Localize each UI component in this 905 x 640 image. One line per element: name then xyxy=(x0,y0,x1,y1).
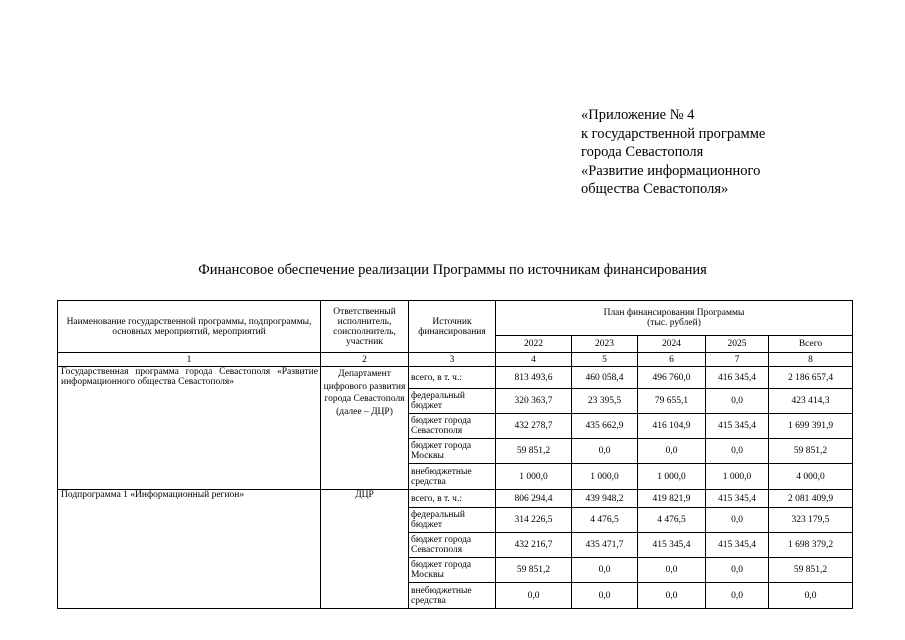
subprogram-executor: ДЦР xyxy=(321,490,409,609)
value-cell: 415 345,4 xyxy=(706,414,769,439)
value-cell: 806 294,4 xyxy=(496,490,572,508)
col-number: 2 xyxy=(321,353,409,367)
total-cell: 423 414,3 xyxy=(769,389,853,414)
document-title: Финансовое обеспечение реализации Программы по источникам финансирования xyxy=(198,262,707,278)
value-cell: 439 948,2 xyxy=(572,490,638,508)
appendix-line: общества Севастополя» xyxy=(581,181,729,197)
value-cell: 435 662,9 xyxy=(572,414,638,439)
value-cell: 79 655,1 xyxy=(638,389,706,414)
source-cell: бюджет города Севастополя xyxy=(409,414,496,439)
value-cell: 435 471,7 xyxy=(572,533,638,558)
header-year: 2023 xyxy=(572,336,638,353)
value-cell: 415 345,4 xyxy=(638,533,706,558)
header-executor: Ответственный исполнитель, соисполнитель, участник xyxy=(321,301,409,353)
value-cell: 0,0 xyxy=(638,439,706,464)
value-cell: 1 000,0 xyxy=(496,464,572,490)
appendix-line: «Приложение № 4 xyxy=(581,107,695,123)
total-cell: 2 186 657,4 xyxy=(769,367,853,389)
source-cell: федеральный бюджет xyxy=(409,389,496,414)
value-cell: 0,0 xyxy=(706,439,769,464)
value-cell: 320 363,7 xyxy=(496,389,572,414)
value-cell: 1 000,0 xyxy=(572,464,638,490)
value-cell: 59 851,2 xyxy=(496,558,572,583)
total-cell: 323 179,5 xyxy=(769,508,853,533)
value-cell: 1 000,0 xyxy=(638,464,706,490)
col-number: 1 xyxy=(58,353,321,367)
source-cell: внебюджетные средства xyxy=(409,464,496,490)
source-cell: бюджет города Севастополя xyxy=(409,533,496,558)
value-cell: 4 476,5 xyxy=(572,508,638,533)
appendix-line: к государственной программе xyxy=(581,125,766,142)
value-cell: 432 278,7 xyxy=(496,414,572,439)
source-cell: всего, в т. ч.: xyxy=(409,490,496,508)
value-cell: 0,0 xyxy=(638,583,706,609)
header-year: 2025 xyxy=(706,336,769,353)
financing-table xyxy=(57,300,853,609)
appendix-block xyxy=(581,106,765,199)
value-cell: 419 821,9 xyxy=(638,490,706,508)
value-cell: 23 395,5 xyxy=(572,389,638,414)
value-cell: 416 345,4 xyxy=(706,367,769,389)
value-cell: 0,0 xyxy=(706,583,769,609)
col-number: 6 xyxy=(638,353,706,367)
value-cell: 0,0 xyxy=(706,508,769,533)
col-number: 3 xyxy=(409,353,496,367)
total-cell: 1 698 379,2 xyxy=(769,533,853,558)
source-cell: бюджет города Москвы xyxy=(409,558,496,583)
value-cell: 0,0 xyxy=(572,558,638,583)
value-cell: 0,0 xyxy=(572,439,638,464)
header-source: Источник финансирования xyxy=(409,301,496,353)
col-number: 7 xyxy=(706,353,769,367)
value-cell: 460 058,4 xyxy=(572,367,638,389)
col-number: 5 xyxy=(572,353,638,367)
header-plan xyxy=(496,301,853,336)
value-cell: 416 104,9 xyxy=(638,414,706,439)
value-cell: 0,0 xyxy=(706,558,769,583)
col-number: 8 xyxy=(769,353,853,367)
program-name: Государственная программа города Севастополя «Развитие информационного общества Севастополя» xyxy=(58,367,321,490)
appendix-line: «Развитие информационного xyxy=(581,162,761,179)
header-name: Наименование государственной программы, подпрограммы, основных мероприятий, мероприятий xyxy=(58,301,321,353)
value-cell: 496 760,0 xyxy=(638,367,706,389)
value-cell: 4 476,5 xyxy=(638,508,706,533)
source-cell: федеральный бюджет xyxy=(409,508,496,533)
value-cell: 1 000,0 xyxy=(706,464,769,490)
header-year: 2024 xyxy=(638,336,706,353)
value-cell: 432 216,7 xyxy=(496,533,572,558)
subprogram-name: Подпрограмма 1 «Информационный регион» xyxy=(58,490,321,609)
appendix-line: города Севастополя xyxy=(581,144,704,160)
total-cell: 1 699 391,9 xyxy=(769,414,853,439)
header-total: Всего xyxy=(769,336,853,353)
total-cell: 4 000,0 xyxy=(769,464,853,490)
value-cell: 0,0 xyxy=(572,583,638,609)
program-executor: Департамент цифрового развития города Севастополя (далее – ДЦР) xyxy=(321,367,409,490)
header-plan-title: План финансирования Программы xyxy=(603,308,745,318)
value-cell: 415 345,4 xyxy=(706,533,769,558)
source-cell: внебюджетные средства xyxy=(409,583,496,609)
source-cell: бюджет города Москвы xyxy=(409,439,496,464)
table-row xyxy=(58,367,853,389)
header-plan-unit: (тыс. рублей) xyxy=(647,318,701,328)
header-year: 2022 xyxy=(496,336,572,353)
value-cell: 415 345,4 xyxy=(706,490,769,508)
table-row xyxy=(58,490,853,508)
value-cell: 0,0 xyxy=(706,389,769,414)
total-cell: 2 081 409,9 xyxy=(769,490,853,508)
column-numbers-row xyxy=(58,353,853,367)
col-number: 4 xyxy=(496,353,572,367)
total-cell: 0,0 xyxy=(769,583,853,609)
value-cell: 813 493,6 xyxy=(496,367,572,389)
value-cell: 59 851,2 xyxy=(496,439,572,464)
value-cell: 0,0 xyxy=(638,558,706,583)
total-cell: 59 851,2 xyxy=(769,558,853,583)
header-row xyxy=(58,301,853,336)
value-cell: 314 226,5 xyxy=(496,508,572,533)
source-cell: всего, в т. ч.: xyxy=(409,367,496,389)
value-cell: 0,0 xyxy=(496,583,572,609)
total-cell: 59 851,2 xyxy=(769,439,853,464)
